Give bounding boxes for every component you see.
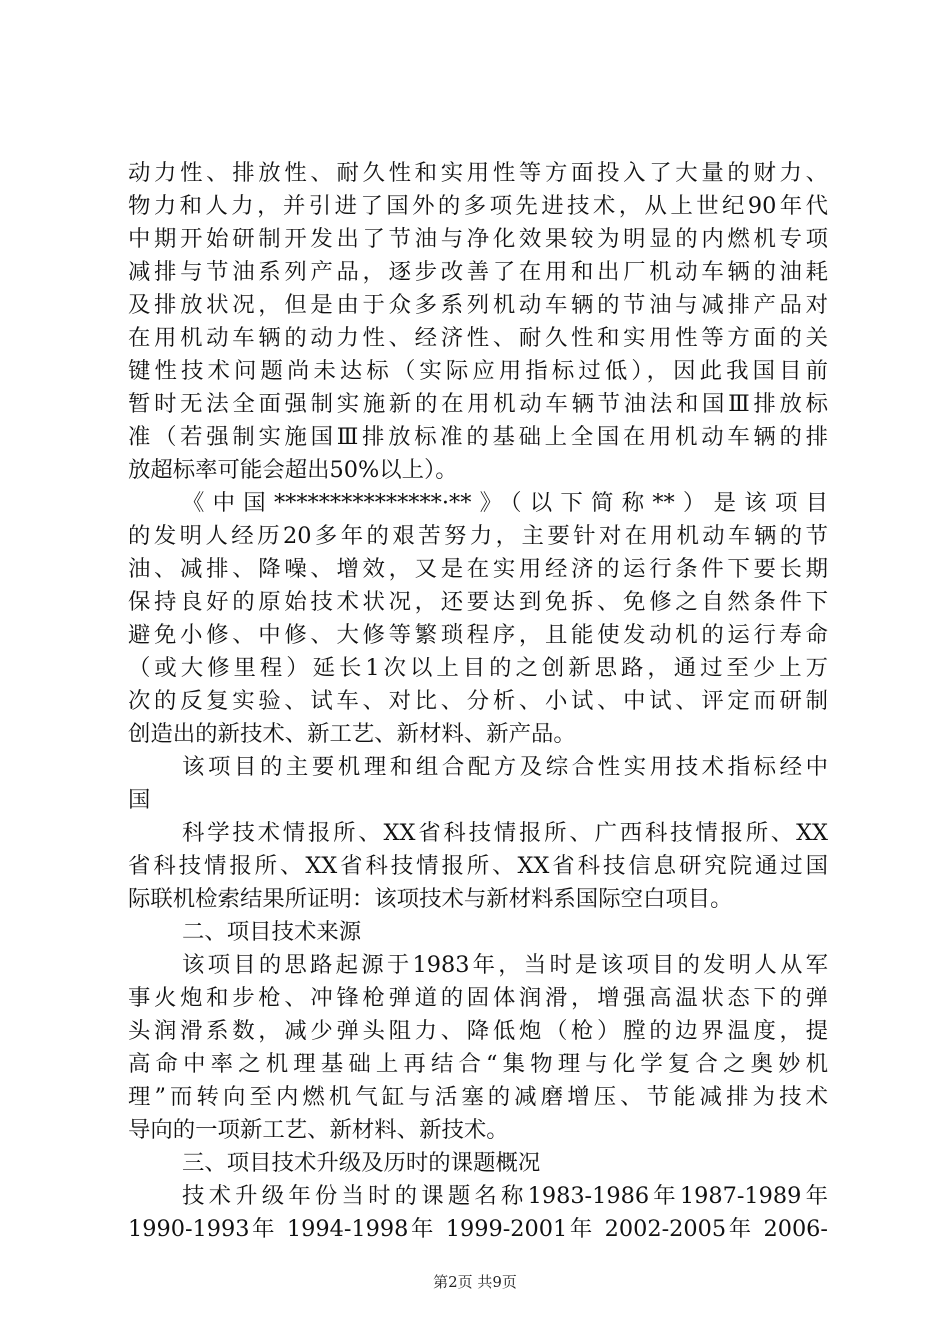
text-line: 理”而转向至内燃机气缸与活塞的减磨增压、节能减排为技术	[128, 1084, 828, 1110]
text-line: 二、项目技术来源	[182, 919, 362, 945]
text-line: 油、减排、降噪、增效，又是在实用经济的运行条件下要长期	[128, 556, 828, 582]
text-line: 中期开始研制开发出了节油与净化效果较为明显的内燃机专项	[128, 226, 828, 252]
text-line: 在用机动车辆的动力性、经济性、耐久性和实用性等方面的关	[128, 325, 828, 351]
text-line: 高命中率之机理基础上再结合“集物理与化学复合之奥妙机	[128, 1051, 828, 1077]
text-line: 动力性、排放性、耐久性和实用性等方面投入了大量的财力、	[128, 160, 828, 186]
text-line: 《中国***************·**》（以下简称**）是该项目	[182, 490, 828, 516]
text-line: 三、项目技术升级及历时的课题概况	[182, 1150, 541, 1176]
text-line: 避免小修、中修、大修等繁琐程序，且能使发动机的运行寿命	[128, 622, 828, 648]
text-line: 际联机检索结果所证明：该项技术与新材料系国际空白项目。	[128, 886, 733, 912]
text-line: 该项目的主要机理和组合配方及综合性实用技术指标经中	[182, 754, 828, 780]
text-line: 导向的一项新工艺、新材料、新技术。	[128, 1117, 509, 1143]
text-line: 该项目的思路起源于1983年，当时是该项目的发明人从军	[182, 952, 828, 978]
text-line: 减排与节油系列产品，逐步改善了在用和出厂机动车辆的油耗	[128, 259, 828, 285]
text-line: 技术升级年份当时的课题名称1983-1986年1987-1989年	[182, 1183, 828, 1209]
text-line: 准（若强制实施国Ⅲ排放标准的基础上全国在用机动车辆的排	[128, 424, 828, 450]
text-line: 物力和人力，并引进了国外的多项先进技术，从上世纪90年代	[128, 193, 828, 219]
text-line: 次的反复实验、试车、对比、分析、小试、中试、评定而研制	[128, 688, 828, 714]
text-line: 创造出的新技术、新工艺、新材料、新产品。	[128, 721, 576, 747]
text-line: （或大修里程）延长1次以上目的之创新思路，通过至少上万	[128, 655, 828, 681]
page-footer: 第2页 共9页	[433, 1273, 517, 1291]
text-line: 的发明人经历20多年的艰苦努力，主要针对在用机动车辆的节	[128, 523, 828, 549]
text-line: 国	[128, 787, 151, 813]
text-line: 头润滑系数，减少弹头阻力、降低炮（枪）膛的边界温度，提	[128, 1018, 828, 1044]
text-line: 保持良好的原始技术状况，还要达到免拆、免修之自然条件下	[128, 589, 828, 615]
body-text	[128, 157, 828, 1246]
text-line: 键性技术问题尚未达标（实际应用指标过低），因此我国目前	[128, 358, 828, 384]
text-line: 暂时无法全面强制实施新的在用机动车辆节油法和国Ⅲ排放标	[128, 391, 828, 417]
text-line: 省科技情报所、XX省科技情报所、XX省科技信息研究院通过国	[128, 853, 828, 879]
text-line: 科学技术情报所、XX省科技情报所、广西科技情报所、XX	[182, 820, 828, 846]
text-line: 1990-1993年 1994-1998年 1999-2001年 2002-2005年 2006-	[128, 1216, 828, 1242]
text-line: 及排放状况，但是由于众多系列机动车辆的节油与减排产品对	[128, 292, 828, 318]
text-line: 事火炮和步枪、冲锋枪弹道的固体润滑，增强高温状态下的弹	[128, 985, 828, 1011]
text-line: 放超标率可能会超出50%以上）。	[128, 457, 458, 483]
